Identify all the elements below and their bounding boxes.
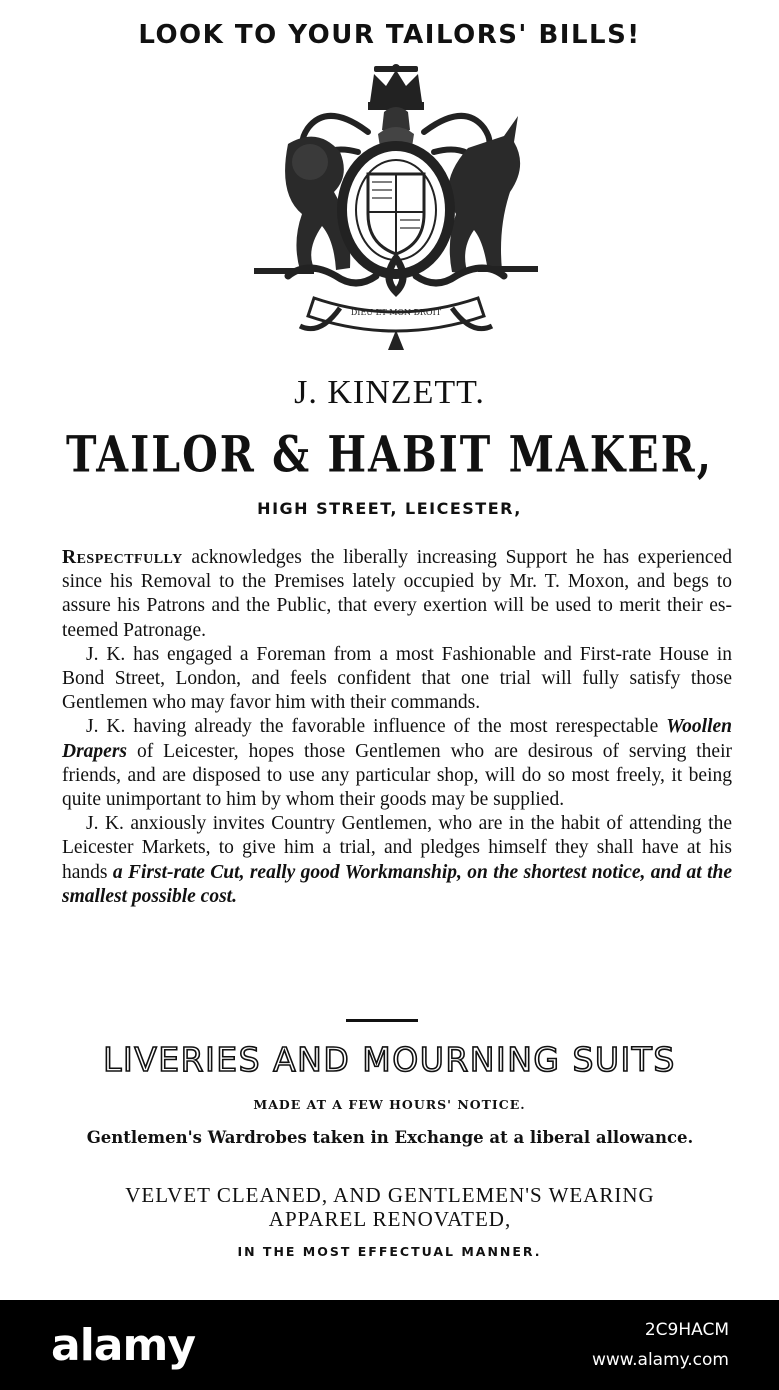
advertisement-body: [62, 546, 732, 909]
motto-scroll-text: DIEU ET MON DROIT: [350, 308, 442, 317]
paragraph-italic: Woollen Drapers: [62, 716, 732, 762]
paragraph-respectfully: [62, 546, 732, 643]
paragraph-lead: Respectfully: [62, 547, 183, 568]
alamy-logo: alamy: [51, 1320, 195, 1371]
liveries-heading: LIVERIES AND MOURNING SUITS: [103, 1040, 676, 1079]
address: HIGH STREET, LEICESTER,: [257, 499, 522, 518]
watermark-bar: [0, 1300, 779, 1390]
royal-coat-of-arms-icon: [248, 62, 544, 356]
paragraph-text: J. K. anxiously invites Country Gentlemen, who are in the habit of attending the Leicester Markets, to give him a trial, and pledges himself they shall have at his hands: [62, 813, 732, 883]
trade-title: TAILOR & HABIT MAKER,: [65, 426, 714, 484]
image-id: 2C9HACM: [644, 1320, 729, 1340]
paragraph-text: of Leicester, hopes those Gentlemen who are desirous of serving their friends, and are disposed to use any particular shop, will do so most freely, it being quite unimportant to him by whom their goods may be supplied.: [62, 740, 732, 811]
paragraph-country-gentlemen: [62, 812, 732, 909]
paragraph-text: J. K. having already the favorable influence of the most rerespectable: [86, 716, 667, 738]
paragraph-drapers: [62, 715, 732, 812]
headline: LOOK TO YOUR TAILORS' BILLS!: [138, 20, 641, 50]
velvet-line-2: APPAREL RENOVATED,: [268, 1207, 512, 1231]
paragraph-italic: a First-rate Cut, really good Workmanship, on the shortest notice, and at the smallest possible cost.: [62, 861, 732, 907]
proprietor-name: J. KINZETT.: [294, 374, 485, 411]
manner-line: IN THE MOST EFFECTUAL MANNER.: [237, 1244, 542, 1259]
paragraph-foreman: [62, 643, 732, 716]
paragraph-text: acknowledges the liberally increasing Support he has experienced since his Removal to the Premises lately occupied by Mr. T. Moxon, and begs to assure his Patrons and the Public, that every exertion will be used to merit their esteemed Patronage.: [62, 547, 732, 641]
divider-rule: [346, 1019, 418, 1022]
velvet-line-1: VELVET CLEANED, AND GENTLEMEN'S WEARING: [125, 1183, 655, 1207]
notice-line: MADE AT A FEW HOURS' NOTICE.: [253, 1097, 526, 1112]
wardrobe-line: Gentlemen's Wardrobes taken in Exchange at a liberal allowance.: [86, 1128, 694, 1147]
watermark-url: www.alamy.com: [591, 1350, 729, 1370]
paragraph-text: J. K. has engaged a Foreman from a most Fashionable and First-rate House in Bond Street, London, and feels confident that one trial will fully satisfy those Gentlemen who may favor him with their commands.: [62, 643, 732, 714]
velvet-lines: [40, 1183, 740, 1231]
